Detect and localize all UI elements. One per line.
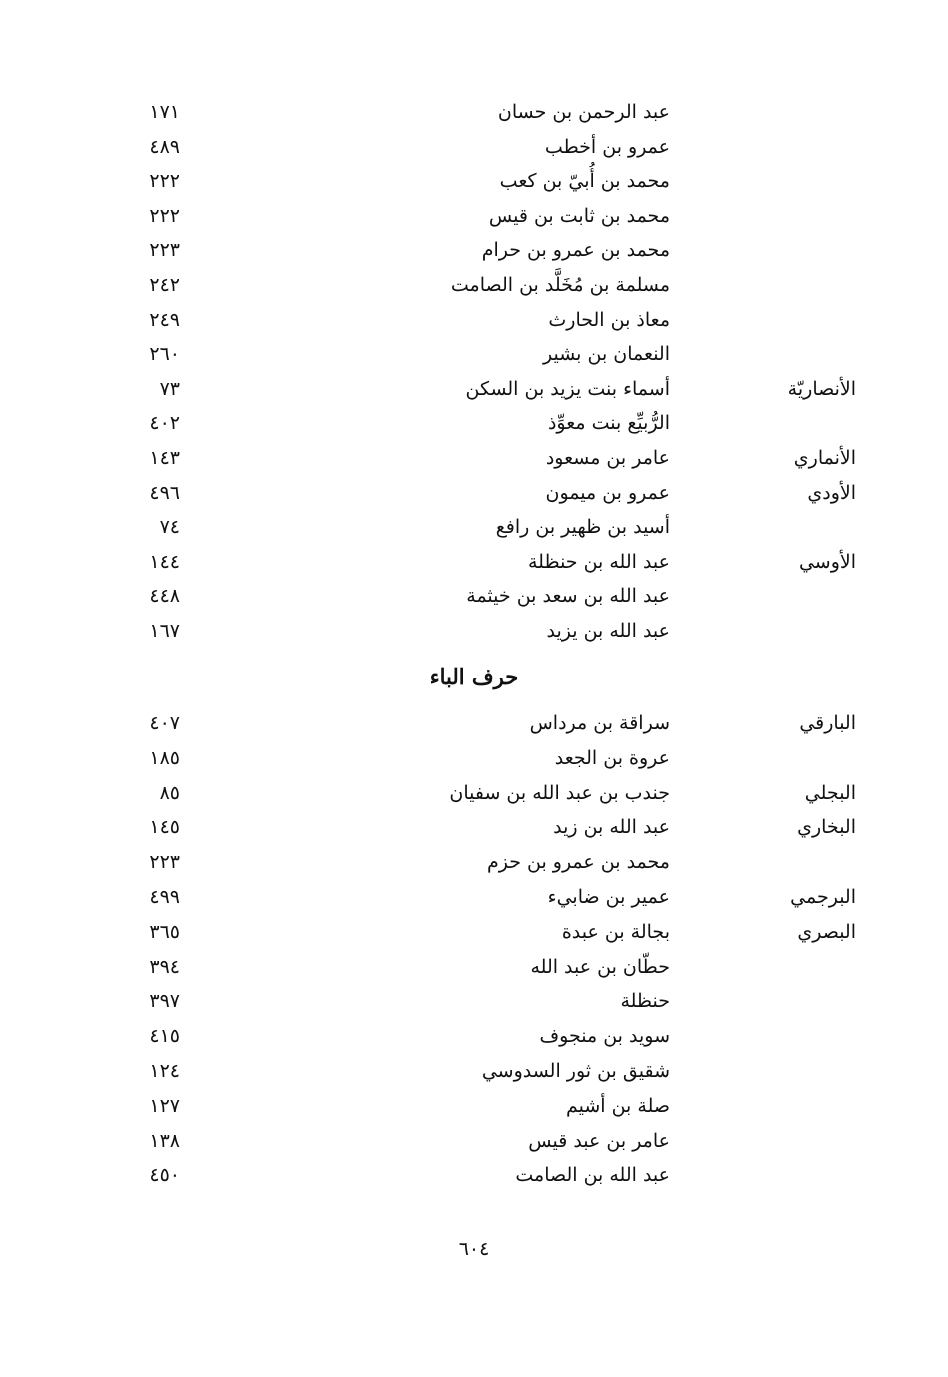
index-entry-row: [0, 706, 948, 740]
index-entry-row: [0, 303, 948, 337]
nisba-label: البجلي: [804, 781, 856, 804]
entry-name: عمير بن ضابيء: [547, 886, 670, 908]
index-entry-row: [0, 614, 948, 648]
index-entry-row: [0, 915, 948, 949]
entry-page-number: ٣٦٥: [149, 920, 180, 943]
entry-page-number: ٢٤٢: [149, 274, 180, 296]
entry-name: بجالة بن عبدة: [561, 920, 670, 943]
entry-page-number: ٢٢٢: [149, 170, 180, 193]
entry-page-number: ٤٨٩: [149, 135, 180, 158]
page-number: ٦٠٤: [458, 1238, 490, 1260]
entry-name: أسيد بن ظهير بن رافع: [495, 516, 670, 539]
entry-name: عبد الله بن حنظلة: [528, 550, 670, 573]
entry-page-number: ٣٩٤: [149, 955, 180, 978]
index-entry-row: [0, 130, 948, 164]
entry-name: جندب بن عبد الله بن سفيان: [449, 781, 670, 804]
section-heading: حرف الباء: [429, 664, 519, 689]
entry-name: عبد الله بن سعد بن خيثمة: [466, 585, 670, 608]
index-entry-row: [0, 1158, 948, 1192]
entry-page-number: ٧٤: [159, 516, 180, 539]
entry-name: مسلمة بن مُخَلَّد بن الصامت: [450, 274, 670, 296]
nisba-label: البرجمي: [790, 886, 856, 908]
entry-page-number: ١٢٧: [149, 1094, 180, 1117]
entry-page-number: ٤٤٨: [149, 585, 180, 608]
nisba-label: البخاري: [797, 816, 856, 839]
entry-name: عامر بن مسعود: [545, 447, 670, 469]
index-entry-row: [0, 476, 948, 510]
entry-name: محمد بن عمرو بن حرام: [481, 239, 670, 262]
entry-name: عبد الله بن يزيد: [546, 620, 670, 642]
index-entry-row: [0, 1089, 948, 1123]
entry-name: محمد بن أُبيّ بن كعب: [499, 170, 670, 193]
entry-page-number: ١٤٤: [149, 550, 180, 573]
entry-page-number: ١٢٤: [149, 1060, 180, 1082]
entry-name: عبد الله بن الصامت: [515, 1164, 670, 1187]
index-entry-row: [0, 741, 948, 775]
entry-page-number: ٧٣: [159, 377, 180, 400]
entry-page-number: ٢٦٠: [149, 343, 180, 366]
nisba-label: الأنماري: [793, 447, 856, 469]
entry-name: سراقة بن مرداس: [529, 712, 670, 734]
index-entry-row: [0, 268, 948, 302]
entry-page-number: ٤٠٢: [149, 412, 180, 435]
entry-name: عمرو بن أخطب: [544, 135, 670, 158]
entry-name: محمد بن عمرو بن حزم: [486, 851, 670, 874]
entry-page-number: ٨٥: [159, 781, 180, 804]
entry-name: الرُّبيِّع بنت معوِّذ: [547, 412, 670, 435]
index-entry-row: [0, 1019, 948, 1053]
entry-page-number: ٤١٥: [149, 1025, 180, 1048]
entry-name: حنظلة: [620, 990, 670, 1013]
index-entry-row: [0, 880, 948, 914]
entry-page-number: ١٤٣: [149, 447, 180, 469]
entry-name: عبد الرحمن بن حسان: [497, 101, 670, 123]
index-entry-row: [0, 95, 948, 129]
nisba-label: البارقي: [799, 712, 856, 734]
index-entry-row: [0, 199, 948, 233]
entry-page-number: ٢٢٢: [149, 204, 180, 227]
entry-name: شقيق بن ثور السدوسي: [481, 1060, 670, 1082]
index-entry-row: [0, 776, 948, 810]
entry-page-number: ١٤٥: [149, 816, 180, 839]
index-entry-row: [0, 545, 948, 579]
entry-page-number: ٤٠٧: [149, 712, 180, 734]
entry-name: عروة بن الجعد: [554, 746, 670, 769]
entry-page-number: ٣٩٧: [149, 990, 180, 1013]
nisba-label: الأنصاريّة: [787, 377, 856, 400]
entry-page-number: ١٦٧: [149, 620, 180, 642]
entry-page-number: ٢٢٣: [149, 239, 180, 262]
entry-page-number: ٤٥٠: [149, 1164, 180, 1187]
entry-page-number: ١٨٥: [149, 746, 180, 769]
index-entry-row: [0, 441, 948, 475]
index-entry-row: [0, 510, 948, 544]
entry-page-number: ٢٤٩: [149, 308, 180, 331]
nisba-label: الأودي: [807, 481, 856, 504]
entry-page-number: ١٧١: [149, 101, 180, 123]
entry-name: سويد بن منجوف: [539, 1025, 670, 1048]
entry-name: أسماء بنت يزيد بن السكن: [465, 377, 670, 400]
nisba-label: البصري: [797, 920, 856, 943]
index-entry-row: [0, 1054, 948, 1088]
index-entry-row: [0, 845, 948, 879]
entry-name: عبد الله بن زيد: [553, 816, 670, 839]
index-entry-row: [0, 579, 948, 613]
entry-page-number: ١٣٨: [149, 1129, 180, 1152]
entry-page-number: ٤٩٦: [149, 481, 180, 504]
index-entry-row: [0, 164, 948, 198]
entry-name: صلة بن أشيم: [565, 1094, 670, 1117]
entry-name: النعمان بن بشير: [543, 343, 670, 366]
entry-name: حطّان بن عبد الله: [530, 955, 670, 978]
entry-name: عامر بن عبد قيس: [528, 1129, 670, 1152]
index-entry-row: [0, 984, 948, 1018]
nisba-label: الأوسي: [798, 550, 856, 573]
index-entry-row: [0, 372, 948, 406]
index-entry-row: [0, 1124, 948, 1158]
index-entry-row: [0, 233, 948, 267]
entry-name: معاذ بن الحارث: [548, 308, 670, 331]
entry-name: محمد بن ثابت بن قيس: [488, 204, 670, 227]
index-entry-row: [0, 406, 948, 440]
entry-page-number: ٢٢٣: [149, 851, 180, 874]
index-entry-row: [0, 950, 948, 984]
index-entry-row: [0, 810, 948, 844]
index-entry-row: [0, 337, 948, 371]
entry-page-number: ٤٩٩: [149, 886, 180, 908]
entry-name: عمرو بن ميمون: [545, 481, 670, 504]
